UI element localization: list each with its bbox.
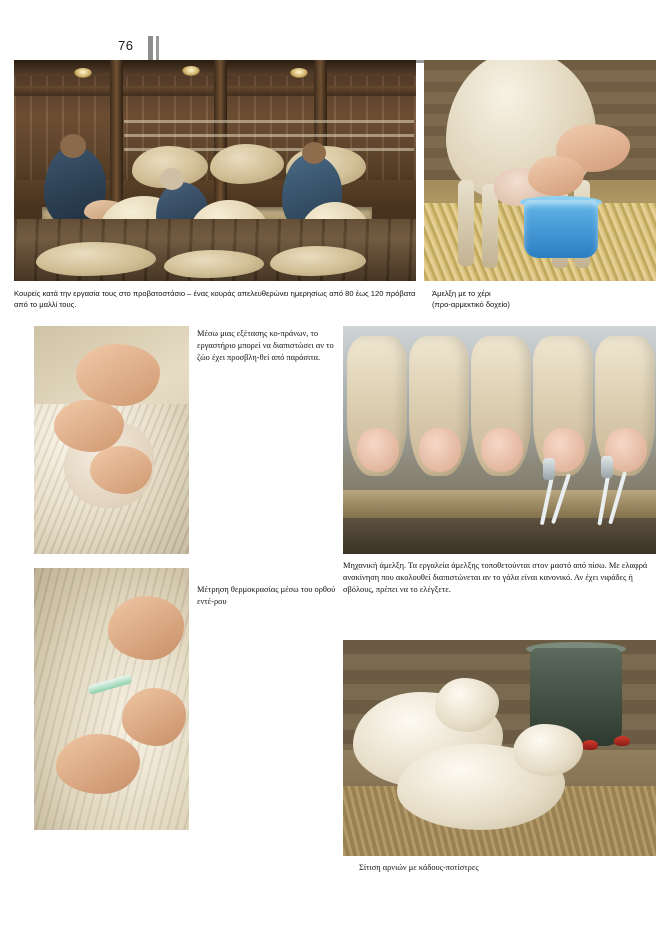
caption-hand-milking-line2: (προ-αρμεκτικό δοχείο)	[432, 300, 510, 309]
photo-rectal-temperature	[34, 568, 189, 830]
photo-machine-milking	[343, 326, 656, 554]
page-number: 76	[118, 38, 134, 53]
caption-lamb-feeding: Σίτιση αρνιών με κάδους-ποτίστρες	[359, 863, 479, 872]
caption-hand-milking-line1: Άμελξη με το χέρι	[432, 289, 491, 298]
caption-hand-milking	[432, 288, 647, 310]
caption-mouth-inspection: Μέσω μιας εξέτασης κο-πράνων, το εργαστήριο μπορεί να διαπιστώσει αν το ζώο έχει προσβλη-θεί από παράσιτα.	[197, 329, 334, 362]
page-header	[0, 18, 670, 52]
photo-mouth-inspection	[34, 326, 189, 554]
photo-sheep-shearing	[14, 60, 416, 281]
photo-hand-milking	[424, 60, 656, 281]
caption-machine-milking: Μηχανική άμελξη. Τα εργαλεία άμελξης τοποθετούνται στον μαστό από πίσω. Με ελαφρά ανακίνηση που ακολουθεί διαπιστώνεται αν το γάλα είναι κανονικό. Αν έχει νιφάδες ή σβόλους, πρέπει να το ελέγξετε.	[343, 561, 648, 594]
photo-lamb-feeding	[343, 640, 656, 856]
caption-sheep-shearing: Κουρείς κατά την εργασία τους στο προβατοστάσιο – ένας κουράς απελευθερώνει ημερησίως από 80 έως 120 πρόβατα από το μαλλί τους.	[14, 289, 416, 309]
caption-rectal-temperature: Μέτρηση θερμοκρασίας μέσω του ορθού εντέ-ρου	[197, 585, 336, 606]
